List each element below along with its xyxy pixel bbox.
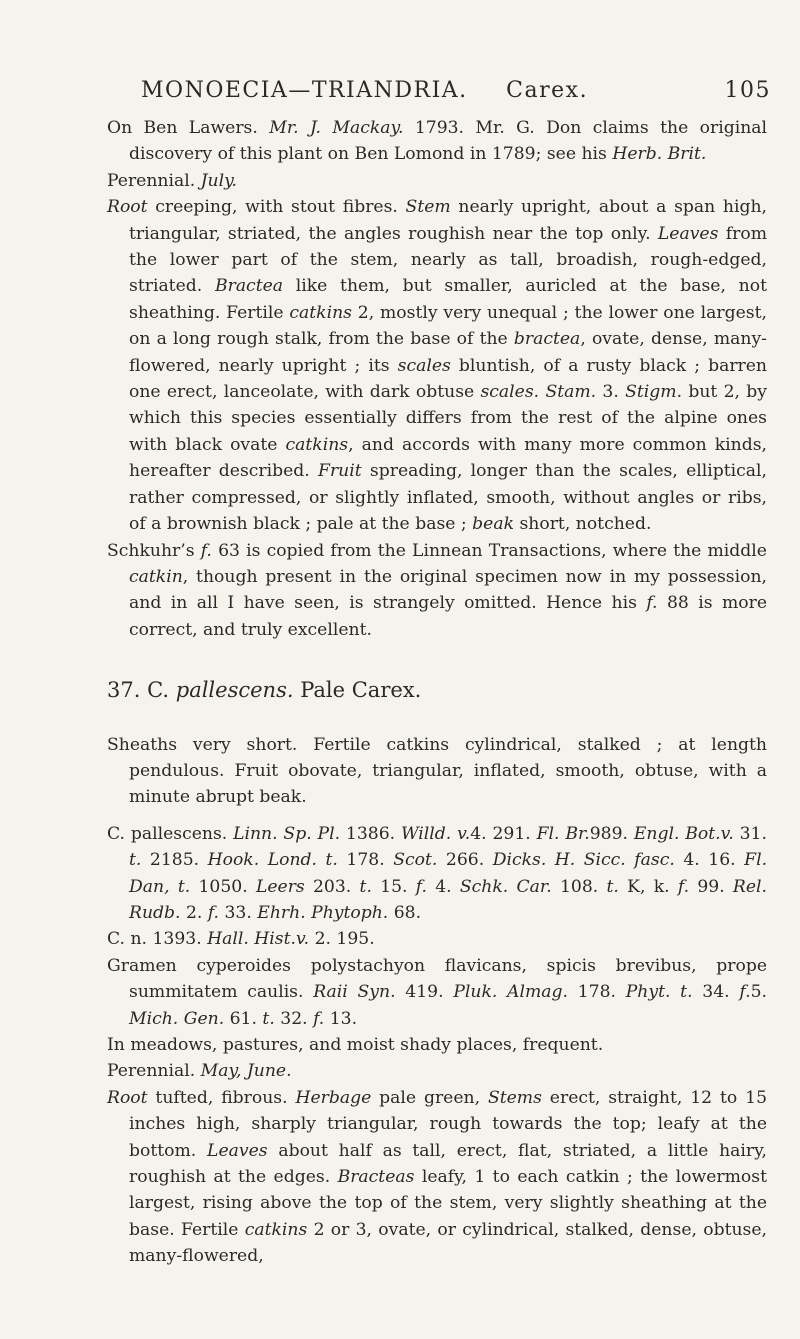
italic-span: f. xyxy=(739,982,751,1003)
italic-span: Stem xyxy=(405,197,451,218)
italic-span: Mr. J. Mackay. xyxy=(269,118,404,138)
text-span: , and accords with many more common kinds, hereafter described. xyxy=(129,434,767,482)
text-span: , ovate, dense, many-flowered, nearly upright ; its xyxy=(129,329,767,376)
text-span: 15. xyxy=(371,876,416,897)
italic-span: beak xyxy=(472,514,514,535)
text-span: 13. xyxy=(324,1008,358,1029)
text-span: pale green, xyxy=(371,1087,488,1108)
duration-paragraph xyxy=(107,168,767,194)
text-span: 4. xyxy=(426,876,460,897)
text-span: 4. 16. xyxy=(674,850,745,871)
italic-span: Root xyxy=(107,197,148,218)
text-span: 2. xyxy=(180,902,208,923)
species-heading xyxy=(107,677,767,703)
page-number: 105 xyxy=(724,78,771,103)
text-span: 178. xyxy=(337,850,394,871)
italic-span: Hook. Lond. t. xyxy=(207,850,338,871)
italic-span: Engl. Bot.v. xyxy=(633,823,734,844)
text-span: 37. C. xyxy=(107,678,176,703)
italic-span: f. xyxy=(415,876,427,897)
text-span: 63 is copied from the Linnean Transactions, where the middle xyxy=(211,540,767,561)
text-span: 2. 195. xyxy=(309,929,375,950)
italic-span: catkin xyxy=(129,566,183,587)
text-span: Sheaths very short. Fertile catkins cylindrical, stalked ; at length pendulous. Fruit obovate, triangular, inflated, smooth, obtuse, with a minute abrupt beak. xyxy=(107,734,767,808)
italic-span: Fl. Dan, t. xyxy=(129,850,768,897)
text-span: K, k. xyxy=(618,876,678,897)
text-span: 1050. xyxy=(190,876,256,897)
text-span: Perennial. xyxy=(107,1061,201,1082)
text-span: 2185. xyxy=(141,850,208,871)
italic-span: scales. xyxy=(480,382,540,403)
italic-span: f. xyxy=(200,540,212,561)
italic-span: Bractea xyxy=(214,276,284,297)
text-span: nearly upright, about a span high, triangular, striated, the angles roughish near the top only. xyxy=(129,197,767,244)
italic-span: Fl. Br. xyxy=(536,823,590,844)
text-span: 2 or 3, ovate, or cylindrical, stalked, dense, obtuse, many-flowered, xyxy=(129,1219,768,1267)
italic-span: Fruit xyxy=(318,461,362,482)
italic-span: Dicks. H. Sicc. fasc. xyxy=(492,850,675,871)
text-span: leafy, 1 to each catkin ; the lowermost largest, rising above the top of the stem, very slightly sheathing at the base. Fertile xyxy=(129,1167,767,1240)
text-span: but 2, by which this species essentially differs from the rest of the alpine ones with black ovate xyxy=(129,382,768,455)
text-span: 32. xyxy=(274,1008,314,1029)
text-span: In meadows, pastures, and moist shady places, frequent. xyxy=(107,1035,604,1055)
text-span: Perennial. xyxy=(107,170,201,191)
text-span: Pale Carex. xyxy=(293,678,422,703)
synonymy-paragraph xyxy=(107,953,767,1032)
running-title: MONOECIA—TRIANDRIA. xyxy=(141,78,468,103)
italic-span: Root xyxy=(107,1087,148,1108)
text-span: 88 is more correct, and truly excellent. xyxy=(129,593,767,640)
running-head xyxy=(141,78,771,103)
diagnosis-paragraph xyxy=(107,732,767,811)
italic-span: t. xyxy=(262,1008,275,1029)
text-span: 419. xyxy=(395,982,454,1003)
text-span: , though present in the original specimen now in my possession, and in all I have seen, is strangely omitted. Hence his xyxy=(129,566,767,614)
text-span: 203. xyxy=(304,876,360,897)
italic-span: Rel. Rudb. xyxy=(129,876,767,923)
note-paragraph xyxy=(107,538,767,644)
synonymy-paragraph xyxy=(107,821,767,927)
italic-span: Hall. Hist.v. xyxy=(207,929,310,950)
text-span: bluntish, of a rusty black ; barren one erect, lanceolate, with dark obtuse xyxy=(129,355,767,403)
italic-span: Phyt. t. xyxy=(625,982,693,1003)
italic-span: t. xyxy=(129,850,142,871)
text-span: 5. xyxy=(750,982,767,1003)
text-span: 4. 291. xyxy=(470,823,537,844)
text-span: Schkuhr’s xyxy=(107,540,201,561)
text-span: 33. xyxy=(219,902,258,923)
italic-span: scales xyxy=(397,355,451,376)
text-span: 178. xyxy=(567,982,626,1003)
text-span: short, notched. xyxy=(514,514,652,535)
italic-span: Linn. Sp. Pl. xyxy=(233,823,341,844)
italic-span: Pluk. Almag. xyxy=(453,982,568,1003)
text-span: erect, straight, 12 to 15 inches high, sharply triangular, rough towards the top; leafy at the bottom. xyxy=(129,1087,768,1161)
italic-span: Stems xyxy=(487,1087,542,1108)
text-span: 99. xyxy=(689,876,733,897)
italic-span: Ehrh. Phytoph. xyxy=(257,902,389,923)
italic-span: catkins xyxy=(244,1219,308,1240)
italic-span: Leaves xyxy=(207,1140,268,1161)
description-paragraph xyxy=(107,194,767,537)
body-text xyxy=(107,115,767,1270)
spacer xyxy=(107,811,767,821)
text-span: C. n. 1393. xyxy=(107,929,208,950)
italic-span: t. xyxy=(359,876,372,897)
italic-span: t. xyxy=(606,876,619,897)
italic-span: Bracteas xyxy=(337,1167,415,1188)
italic-span: Stigm. xyxy=(625,382,683,403)
italic-span: Stam. xyxy=(545,382,597,403)
genus-name: Carex. xyxy=(506,78,589,103)
italic-span: Leers xyxy=(255,876,305,897)
italic-span: f. xyxy=(646,593,658,614)
duration-paragraph xyxy=(107,1058,767,1084)
habitat-paragraph xyxy=(107,1032,767,1058)
italic-span: f. xyxy=(207,902,220,923)
text-span: 266. xyxy=(437,850,493,871)
italic-span: bractea xyxy=(513,329,581,350)
text-span: 108. xyxy=(551,876,607,897)
text-span: 989. xyxy=(589,823,634,844)
italic-span: Leaves xyxy=(657,223,719,244)
text-span: 1386. xyxy=(340,823,401,844)
text-span: 1793. Mr. G. Don claims the original discovery of this plant on Ben Lomond in 1789; see his xyxy=(129,118,768,165)
italic-span: Herbage xyxy=(295,1087,372,1108)
italic-span: Schk. Car. xyxy=(459,876,552,897)
text-span: 34. xyxy=(692,982,740,1003)
description-paragraph xyxy=(107,1085,767,1270)
italic-span: Willd. v. xyxy=(400,823,471,844)
italic-span: Mich. Gen. xyxy=(129,1008,225,1029)
italic-span: Herb. Brit. xyxy=(612,144,707,165)
text-span: On Ben Lawers. xyxy=(107,118,270,138)
text-span: spreading, longer than the scales, elliptical, rather compressed, or slightly inflated, smooth, without angles or ribs, of a brownish black ; pale at the base ; xyxy=(129,461,767,535)
text-span: 68. xyxy=(388,902,422,923)
text-span: 31. xyxy=(733,823,767,844)
text-span: like them, but smaller, auricled at the base, not sheathing. Fertile xyxy=(129,276,767,323)
text-span: creeping, with stout fibres. xyxy=(147,197,406,218)
italic-span: catkins xyxy=(285,434,349,455)
italic-span: July. xyxy=(200,170,238,191)
text-span: tufted, fibrous. xyxy=(147,1087,296,1108)
italic-span: Scot. xyxy=(393,850,438,871)
text-span: C. pallescens. xyxy=(107,823,234,844)
italic-span: catkins xyxy=(289,302,352,323)
text-span: 2, mostly very unequal ; the lower one largest, on a long rough stalk, from the base of the xyxy=(129,302,767,350)
text-span: 61. xyxy=(224,1008,263,1029)
locality-paragraph xyxy=(107,115,767,168)
text-span: about half as tall, erect, flat, striated, a little hairy, roughish at the edges. xyxy=(129,1140,767,1188)
italic-span: Raii Syn. xyxy=(313,982,396,1003)
synonymy-paragraph xyxy=(107,926,767,952)
text-span: from the lower part of the stem, nearly as tall, broadish, rough-edged, striated. xyxy=(129,223,768,297)
italic-span: May, June. xyxy=(200,1061,292,1082)
italic-span: pallescens. xyxy=(175,678,294,703)
text-span: 3. xyxy=(596,382,626,403)
italic-span: f. xyxy=(677,876,690,897)
italic-span: f. xyxy=(313,1008,325,1029)
text-span: Gramen cyperoides polystachyon flavicans, spicis brevibus, prope summitatem caulis. xyxy=(107,955,767,1003)
